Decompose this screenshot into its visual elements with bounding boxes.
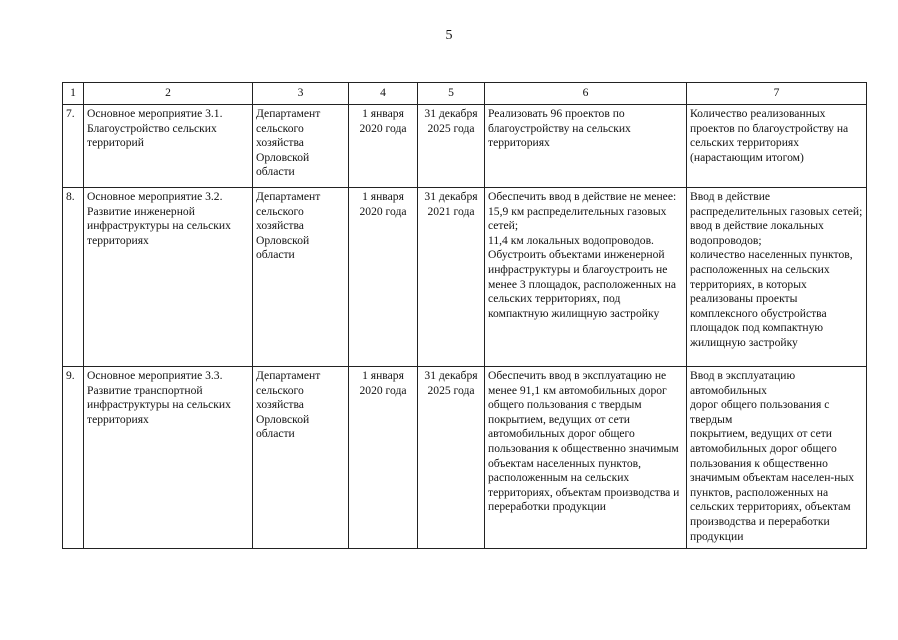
- executor: Департамент сельского хозяйства Орловской области: [253, 188, 349, 367]
- row-number: 9.: [63, 367, 84, 549]
- start-date: 1 января 2020 года: [349, 367, 418, 549]
- end-date: 31 декабря 2021 года: [418, 188, 485, 367]
- header-row: [63, 83, 867, 105]
- indicator: Количество реализованных проектов по благоустройству на сельских территориях (нарастающим итогом): [687, 105, 867, 188]
- expected-result: Реализовать 96 проектов по благоустройству на сельских территориях: [485, 105, 687, 188]
- table-row: [63, 105, 867, 188]
- page-number: 5: [445, 28, 453, 43]
- table-row: [63, 188, 867, 367]
- indicator: Ввод в действие распределительных газовых сетей; ввод в действие локальных водопроводов; количество населенных пунктов, расположенных на сельских территориях, в которых реализованы проекты комплексного обустройства площадок под компактную жилищную застройку: [687, 188, 867, 367]
- header-cell-2: 2: [84, 83, 253, 105]
- end-date: 31 декабря 2025 года: [418, 367, 485, 549]
- event-name: Основное мероприятие 3.2. Развитие инженерной инфраструктуры на сельских территориях: [84, 188, 253, 367]
- start-date: 1 января 2020 года: [349, 188, 418, 367]
- header-cell-6: 6: [485, 83, 687, 105]
- row-number: 7.: [63, 105, 84, 188]
- event-name: Основное мероприятие 3.3. Развитие транспортной инфраструктуры на сельских территориях: [84, 367, 253, 549]
- executor: Департамент сельского хозяйства Орловской области: [253, 105, 349, 188]
- indicator: Ввод в эксплуатацию автомобильных дорог общего пользования с твердым покрытием, ведущих от сети автомобильных дорог общего пользования к общественно значимым объектам населен-ных пунктов, расположенных на сельских территориях, объектам производства и переработки продукции: [687, 367, 867, 549]
- event-name: Основное мероприятие 3.1. Благоустройство сельских территорий: [84, 105, 253, 188]
- executor: Департамент сельского хозяйства Орловской области: [253, 367, 349, 549]
- expected-result: Обеспечить ввод в действие не менее: 15,9 км распределительных газовых сетей; 11,4 км локальных водопроводов. Обустроить объектами инженерной инфраструктуры и благоустроить не менее 3 площадок, расположенных на сельских территориях, под компактную жилищную застройку: [485, 188, 687, 367]
- program-table: [62, 82, 867, 549]
- end-date: 31 декабря 2025 года: [418, 105, 485, 188]
- header-cell-3: 3: [253, 83, 349, 105]
- header-cell-5: 5: [418, 83, 485, 105]
- row-number: 8.: [63, 188, 84, 367]
- header-cell-7: 7: [687, 83, 867, 105]
- header-cell-1: 1: [63, 83, 84, 105]
- table-row: [63, 367, 867, 549]
- expected-result: Обеспечить ввод в эксплуатацию не менее 91,1 км автомобильных дорог общего пользования с твердым покрытием, ведущих от сети автомобильных дорог общего пользования к общественно значимым объектам населенных пунктов, расположенным на сельских территориях, объектам производства и переработки продукции: [485, 367, 687, 549]
- header-cell-4: 4: [349, 83, 418, 105]
- start-date: 1 января 2020 года: [349, 105, 418, 188]
